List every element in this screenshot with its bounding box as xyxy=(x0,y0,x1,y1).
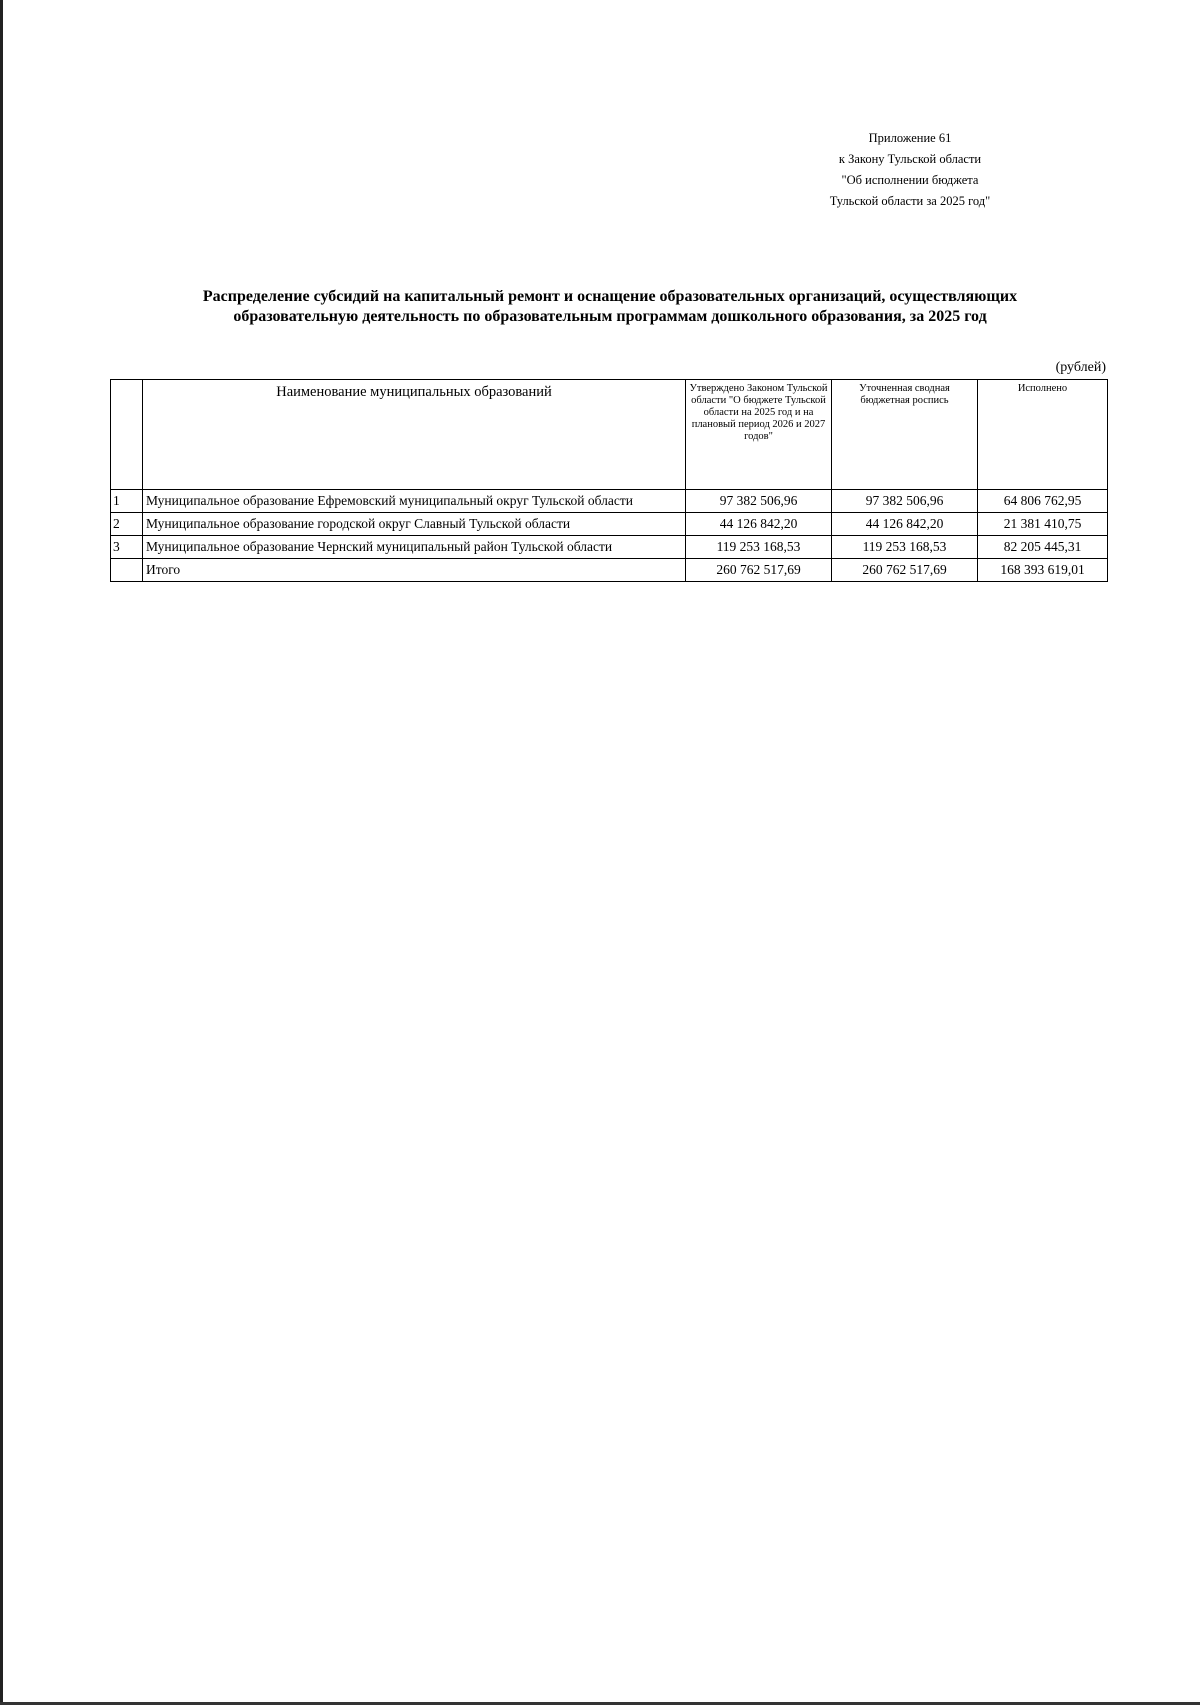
header-index xyxy=(111,380,143,490)
header-refined: Уточненная сводная бюджетная роспись xyxy=(832,380,978,490)
table-row xyxy=(111,513,1108,536)
row-refined: 44 126 842,20 xyxy=(832,513,978,536)
row-refined: 119 253 168,53 xyxy=(832,536,978,559)
total-name: Итого xyxy=(143,559,686,582)
row-name: Муниципальное образование городской округ Славный Тульской области xyxy=(143,513,686,536)
row-approved: 97 382 506,96 xyxy=(686,490,832,513)
table-header-row xyxy=(111,380,1108,490)
appendix-line: Приложение 61 xyxy=(868,131,952,145)
title-line-1: Распределение субсидий на капитальный ремонт и оснащение образовательных организаций, осуществляющих xyxy=(202,288,1018,305)
title-line-2: образовательную деятельность по образовательным программам дошкольного образования, за 2025 год xyxy=(233,308,987,325)
header-name: Наименование муниципальных образований xyxy=(143,380,686,490)
row-name: Муниципальное образование Ефремовский муниципальный округ Тульской области xyxy=(143,490,686,513)
total-index xyxy=(111,559,143,582)
header-approved: Утверждено Законом Тульской области "О бюджете Тульской области на 2025 год и на плановый период 2026 и 2027 годов" xyxy=(686,380,832,490)
row-refined: 97 382 506,96 xyxy=(832,490,978,513)
row-executed: 21 381 410,75 xyxy=(978,513,1108,536)
row-index: 3 xyxy=(111,536,143,559)
scan-edge-left xyxy=(0,0,3,1705)
unit-label: (рублей) xyxy=(1055,360,1106,375)
row-index: 2 xyxy=(111,513,143,536)
total-refined: 260 762 517,69 xyxy=(832,559,978,582)
row-approved: 44 126 842,20 xyxy=(686,513,832,536)
table-row xyxy=(111,536,1108,559)
appendix-line: "Об исполнении бюджета xyxy=(841,173,979,187)
table-row xyxy=(111,490,1108,513)
row-approved: 119 253 168,53 xyxy=(686,536,832,559)
header-executed: Исполнено xyxy=(978,380,1108,490)
total-approved: 260 762 517,69 xyxy=(686,559,832,582)
row-executed: 82 205 445,31 xyxy=(978,536,1108,559)
subsidy-table xyxy=(110,379,1108,582)
row-executed: 64 806 762,95 xyxy=(978,490,1108,513)
document-title xyxy=(110,287,1110,327)
row-index: 1 xyxy=(111,490,143,513)
total-executed: 168 393 619,01 xyxy=(978,559,1108,582)
appendix-line: к Закону Тульской области xyxy=(838,152,982,166)
row-name: Муниципальное образование Чернский муниципальный район Тульской области xyxy=(143,536,686,559)
appendix-note xyxy=(760,128,1060,212)
table-total-row xyxy=(111,559,1108,582)
appendix-line: Тульской области за 2025 год" xyxy=(829,194,991,208)
